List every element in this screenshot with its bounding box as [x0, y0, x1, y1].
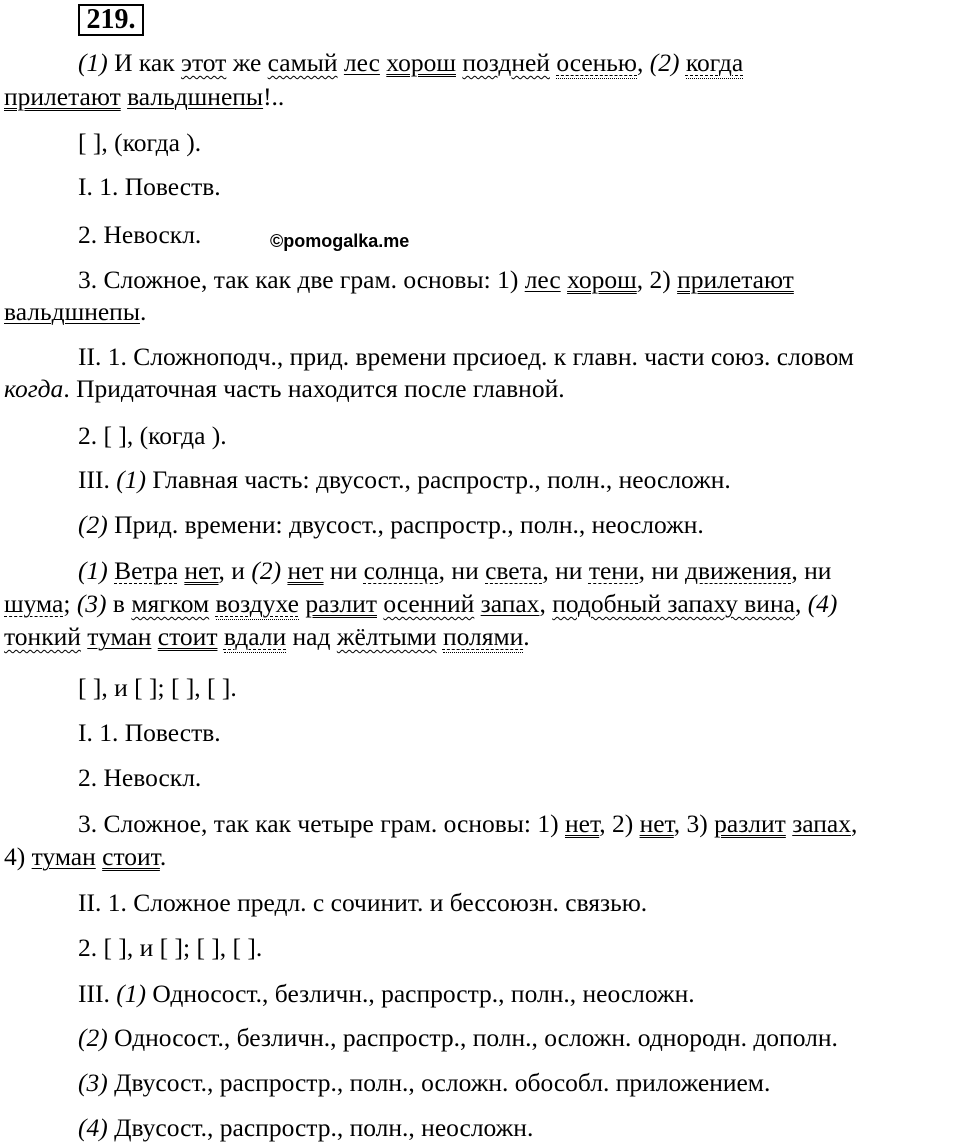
text: Прид. времени: двусост., распростр., полн., неосложн. [107, 510, 704, 539]
word-teni: тени [588, 556, 639, 585]
s2-part-num-4: (4) [807, 589, 838, 618]
s2-analysis-i1: I. 1. Повеств. [78, 718, 221, 747]
s1-analysis-ii1: II. 1. Сложноподч., прид. времени прсиоед. к главн. части союз. словом [78, 342, 854, 371]
s2-analysis-ii2: 2. [ ], и [ ]; [ ], [ ]. [78, 933, 263, 962]
word-stoit: стоит [157, 622, 218, 651]
s1-line-2 [4, 82, 284, 112]
word-razlit: разлит [305, 589, 377, 618]
text: , 2) [599, 809, 640, 838]
s1-scheme: [ ], (когда ). [78, 128, 202, 157]
s2-part-num-1: (1) [78, 556, 108, 585]
s2-scheme: [ ], и [ ]; [ ], [ ]. [78, 673, 237, 702]
word-solnca: солнца [363, 556, 439, 585]
text: Двусост., распростр., полн., неосложн. [107, 1113, 534, 1142]
s2-line-2 [4, 589, 837, 619]
word-priletayut: прилетают [4, 82, 121, 111]
text: ; [63, 589, 77, 618]
s1-part-num-2: (2) [649, 48, 680, 77]
text: ни [323, 556, 364, 585]
word-zapah: запах [792, 809, 851, 838]
task-number: 219. [86, 4, 136, 35]
word-myagkom: мягком [131, 589, 210, 618]
text: , ни [542, 556, 589, 585]
part-num: (1) [116, 465, 146, 494]
text [679, 48, 685, 77]
text: в [106, 589, 132, 618]
word-tuman: туман [31, 842, 96, 871]
s1-analysis-i1: I. 1. Повеств. [78, 172, 221, 201]
word-razlit: разлит [714, 809, 786, 838]
s1-analysis-ii1-cont [4, 374, 565, 404]
word-valdshnepy: вальдшнепы [127, 82, 264, 111]
s2-analysis-iii1 [78, 979, 695, 1009]
s2-line-3 [4, 622, 530, 652]
text: !.. [263, 82, 285, 111]
text: . [523, 622, 530, 651]
text: Главная часть: двусост., распростр., полн., неосложн. [145, 465, 731, 494]
s1-analysis-i3-cont [4, 297, 146, 327]
s1-analysis-i2: 2. Невоскл. [78, 220, 202, 249]
text [437, 622, 443, 651]
s2-analysis-ii1: II. 1. Сложное предл. с сочинит. и бессоюзн. связью. [78, 888, 648, 917]
text [217, 622, 223, 651]
word-stoit: стоит [102, 842, 160, 871]
text: , и [218, 556, 252, 585]
word-polyami: полями [442, 622, 524, 651]
text [209, 589, 215, 618]
part-num: (4) [78, 1113, 108, 1142]
task-number-box [78, 4, 144, 36]
text: И как [107, 48, 181, 77]
part-num: (3) [78, 1068, 108, 1097]
part-num: (2) [78, 510, 108, 539]
word-zapah: запах [480, 589, 540, 618]
word-kogda-italic: когда [4, 374, 64, 403]
word-les: лес [343, 48, 380, 77]
s1-analysis-i3 [78, 265, 794, 295]
part-num: (2) [78, 1023, 108, 1052]
text: , ни [638, 556, 686, 585]
word-sveta: света [485, 556, 543, 585]
part-num: (1) [116, 979, 146, 1008]
text: , [539, 589, 553, 618]
word-net-2: нет [287, 556, 324, 585]
word-osenyu: осенью [556, 48, 637, 77]
word-les: лес [524, 265, 561, 294]
text: , 2) [636, 265, 678, 294]
s2-part-num-2: (2) [251, 556, 282, 585]
s1-analysis-iii2 [78, 510, 704, 540]
word-etot: этот [181, 48, 227, 77]
text: III. [78, 979, 117, 1008]
text: . Придаточная часть находится после главной. [63, 374, 565, 403]
word-net-2: нет [639, 809, 674, 838]
word-priletayut: прилетают [677, 265, 794, 294]
word-horosh: хорош [567, 265, 637, 294]
word-net-1: нет [184, 556, 219, 585]
s2-analysis-i3 [78, 809, 857, 839]
word-vetra: Ветра [114, 556, 178, 585]
text: III. [78, 465, 117, 494]
word-horosh: хорош [386, 48, 456, 77]
s2-line-1 [78, 556, 831, 586]
text: 4) [4, 842, 32, 871]
text: 3. Сложное, так как две грам. основы: 1) [78, 265, 525, 294]
word-podobnyj-zapahu-vina: подобный запаху вина [552, 589, 795, 618]
word-dvizheniya: движения [685, 556, 792, 585]
text: , [637, 48, 650, 77]
word-pozdnej: поздней [462, 48, 550, 77]
word-net-1: нет [565, 809, 600, 838]
text: Односост., безличн., распростр., полн., неосложн. [145, 979, 695, 1008]
text: над [286, 622, 337, 651]
s2-analysis-iii4 [78, 1113, 533, 1143]
word-tuman: туман [87, 622, 152, 651]
text: , 3) [673, 809, 715, 838]
s1-analysis-iii1 [78, 465, 731, 495]
text: . [139, 297, 147, 326]
text: , [794, 589, 808, 618]
s2-analysis-i3-cont [4, 842, 166, 872]
s2-analysis-iii2 [78, 1023, 838, 1053]
word-tonkij: тонкий [4, 622, 81, 651]
word-osennij: осенний [383, 589, 475, 618]
text: 3. Сложное, так как четыре грам. основы: 1) [78, 809, 565, 838]
word-samyj: самый [267, 48, 338, 77]
text: , ни [438, 556, 486, 585]
word-kogda: когда [685, 48, 744, 77]
text: Двусост., распростр., полн., осложн. обособл. приложением. [107, 1068, 771, 1097]
text: . [159, 842, 167, 871]
s1-line-1 [78, 48, 743, 78]
word-vdali: вдали [223, 622, 287, 651]
word-valdshnepy: вальдшнепы [4, 297, 140, 326]
text: , ни [791, 556, 832, 585]
s2-part-num-3: (3) [76, 589, 107, 618]
s1-analysis-ii2: 2. [ ], (когда ). [78, 421, 227, 450]
word-shuma: шума [4, 589, 64, 618]
text: Односост., безличн., распростр., полн., осложн. однородн. дополн. [107, 1023, 838, 1052]
watermark: ©pomogalka.me [270, 231, 410, 251]
s2-analysis-iii3 [78, 1068, 770, 1098]
text: , [850, 809, 858, 838]
s2-analysis-i2: 2. Невоскл. [78, 763, 202, 792]
text: же [226, 48, 268, 77]
word-vozduhe: воздухе [215, 589, 299, 618]
s1-part-num-1: (1) [78, 48, 108, 77]
word-zheltymi: жёлтыми [336, 622, 437, 651]
